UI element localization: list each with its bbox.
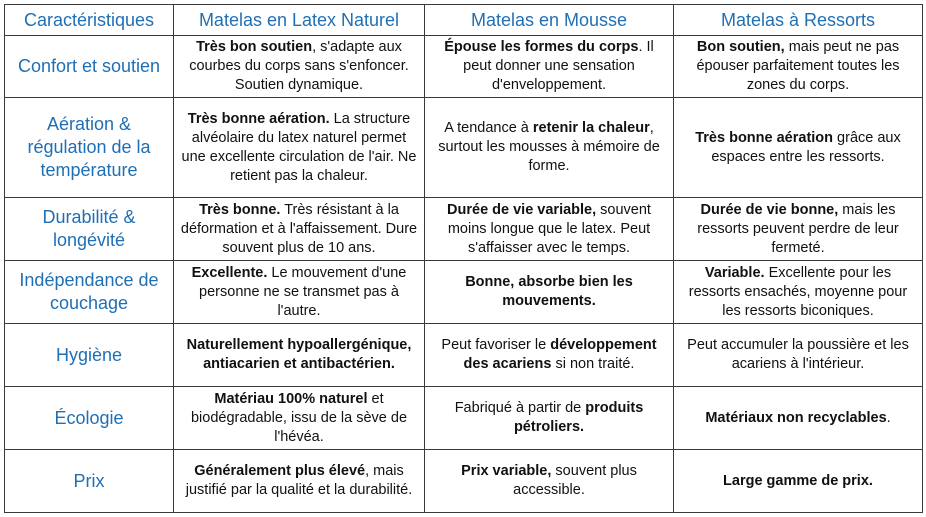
cell-foam	[425, 198, 674, 261]
cell-text: et biodégradable, issu de la sève de l'hévéa.	[190, 390, 408, 445]
cell-text: Très résistant à la déformation et à l'affaissement. Dure souvent plus de 10 ans.	[180, 201, 418, 256]
cell-latex	[174, 261, 425, 324]
table-row	[5, 387, 923, 450]
cell-bold: Naturellement hypoallergénique, antiacarien et antibactérien.	[186, 337, 412, 372]
cell-latex	[174, 450, 425, 513]
cell-bold: Matériaux non recyclables	[705, 409, 887, 426]
cell-pre: Peut accumuler la poussière et les acariens à l'intérieur.	[687, 337, 909, 372]
header-latex: Matelas en Latex Naturel	[174, 5, 425, 36]
cell-springs	[674, 36, 923, 98]
cell-text: mais les ressorts peuvent perdre de leur fermeté.	[697, 201, 899, 256]
cell-bold: Bon soutien,	[696, 39, 785, 55]
cell-springs	[674, 198, 923, 261]
cell-foam	[425, 36, 674, 98]
header-springs: Matelas à Ressorts	[674, 5, 923, 36]
cell-bold: Prix variable,	[461, 463, 552, 479]
header-foam: Matelas en Mousse	[425, 5, 674, 36]
row-label: Écologie	[5, 387, 174, 450]
cell-pre: A tendance à	[444, 120, 533, 136]
cell-bold: Large gamme de prix.	[723, 472, 873, 489]
cell-springs	[674, 261, 923, 324]
cell-bold: Bonne, absorbe bien les mouvements.	[465, 274, 633, 309]
cell-bold: Très bonne aération.	[187, 110, 330, 127]
table-row	[5, 198, 923, 261]
cell-text: .	[886, 409, 891, 426]
cell-springs	[674, 387, 923, 450]
table-row	[5, 450, 923, 513]
cell-foam	[425, 324, 674, 387]
cell-bold: Durée de vie bonne,	[700, 201, 839, 218]
cell-bold: Généralement plus élevé	[194, 463, 366, 479]
cell-bold: Durée de vie variable,	[447, 201, 597, 218]
cell-pre: Peut favoriser le	[441, 337, 551, 353]
cell-latex	[174, 387, 425, 450]
cell-foam	[425, 450, 674, 513]
cell-springs	[674, 324, 923, 387]
cell-bold: produits pétroliers.	[513, 400, 644, 435]
header-characteristics: Caractéristiques	[5, 5, 174, 36]
cell-text: grâce aux espaces entre les ressorts.	[711, 129, 901, 165]
cell-text: , surtout les mousses à mémoire de forme.	[438, 120, 660, 174]
cell-bold: retenir la chaleur	[532, 120, 650, 136]
cell-text: , s'adapte aux courbes du corps sans s'enfoncer. Soutien dynamique.	[189, 39, 409, 93]
cell-foam	[425, 387, 674, 450]
cell-springs	[674, 98, 923, 198]
cell-bold: Très bonne.	[199, 201, 281, 218]
cell-text: Le mouvement d'une personne ne se transmet pas à l'autre.	[199, 264, 407, 319]
cell-text: souvent plus accessible.	[513, 463, 637, 498]
cell-latex	[174, 324, 425, 387]
comparison-table	[4, 4, 923, 513]
row-label: Hygiène	[5, 324, 174, 387]
cell-text: si non traité.	[551, 356, 635, 372]
cell-latex	[174, 98, 425, 198]
cell-latex	[174, 36, 425, 98]
cell-foam	[425, 261, 674, 324]
cell-text: Excellente pour les ressorts ensachés, moyenne pour les ressorts biconiques.	[688, 264, 908, 319]
row-label: Prix	[5, 450, 174, 513]
cell-text: La structure alvéolaire du latex naturel permet une excellente circulation de l'air. Ne retient pas la chaleur.	[181, 110, 417, 184]
cell-foam	[425, 98, 674, 198]
table-row	[5, 36, 923, 98]
cell-text: , mais justifié par la qualité et la durabilité.	[185, 463, 413, 498]
cell-text: . Il peut donner une sensation d'enveloppement.	[463, 39, 654, 93]
row-label: Confort et soutien	[5, 36, 174, 98]
cell-text: souvent moins longue que le latex. Peut s'affaisser avec le temps.	[447, 201, 651, 256]
row-label: Aération & régulation de la température	[5, 98, 174, 198]
cell-bold: Très bonne aération	[695, 129, 834, 146]
cell-pre: Fabriqué à partir de	[454, 400, 586, 416]
cell-bold: Variable.	[704, 264, 765, 281]
cell-latex	[174, 198, 425, 261]
cell-bold: Épouse les formes du corps	[444, 39, 639, 55]
table-row	[5, 98, 923, 198]
cell-bold: Excellente.	[191, 264, 268, 281]
cell-bold: Matériau 100% naturel	[214, 390, 368, 407]
cell-springs	[674, 450, 923, 513]
cell-text: mais peut ne pas épouser parfaitement toutes les zones du corps.	[696, 39, 900, 93]
header-row	[5, 5, 923, 36]
cell-bold: développement des acariens	[463, 337, 657, 372]
table-row	[5, 324, 923, 387]
row-label: Durabilité & longévité	[5, 198, 174, 261]
cell-bold: Très bon soutien	[196, 39, 313, 55]
table-row	[5, 261, 923, 324]
row-label: Indépendance de couchage	[5, 261, 174, 324]
